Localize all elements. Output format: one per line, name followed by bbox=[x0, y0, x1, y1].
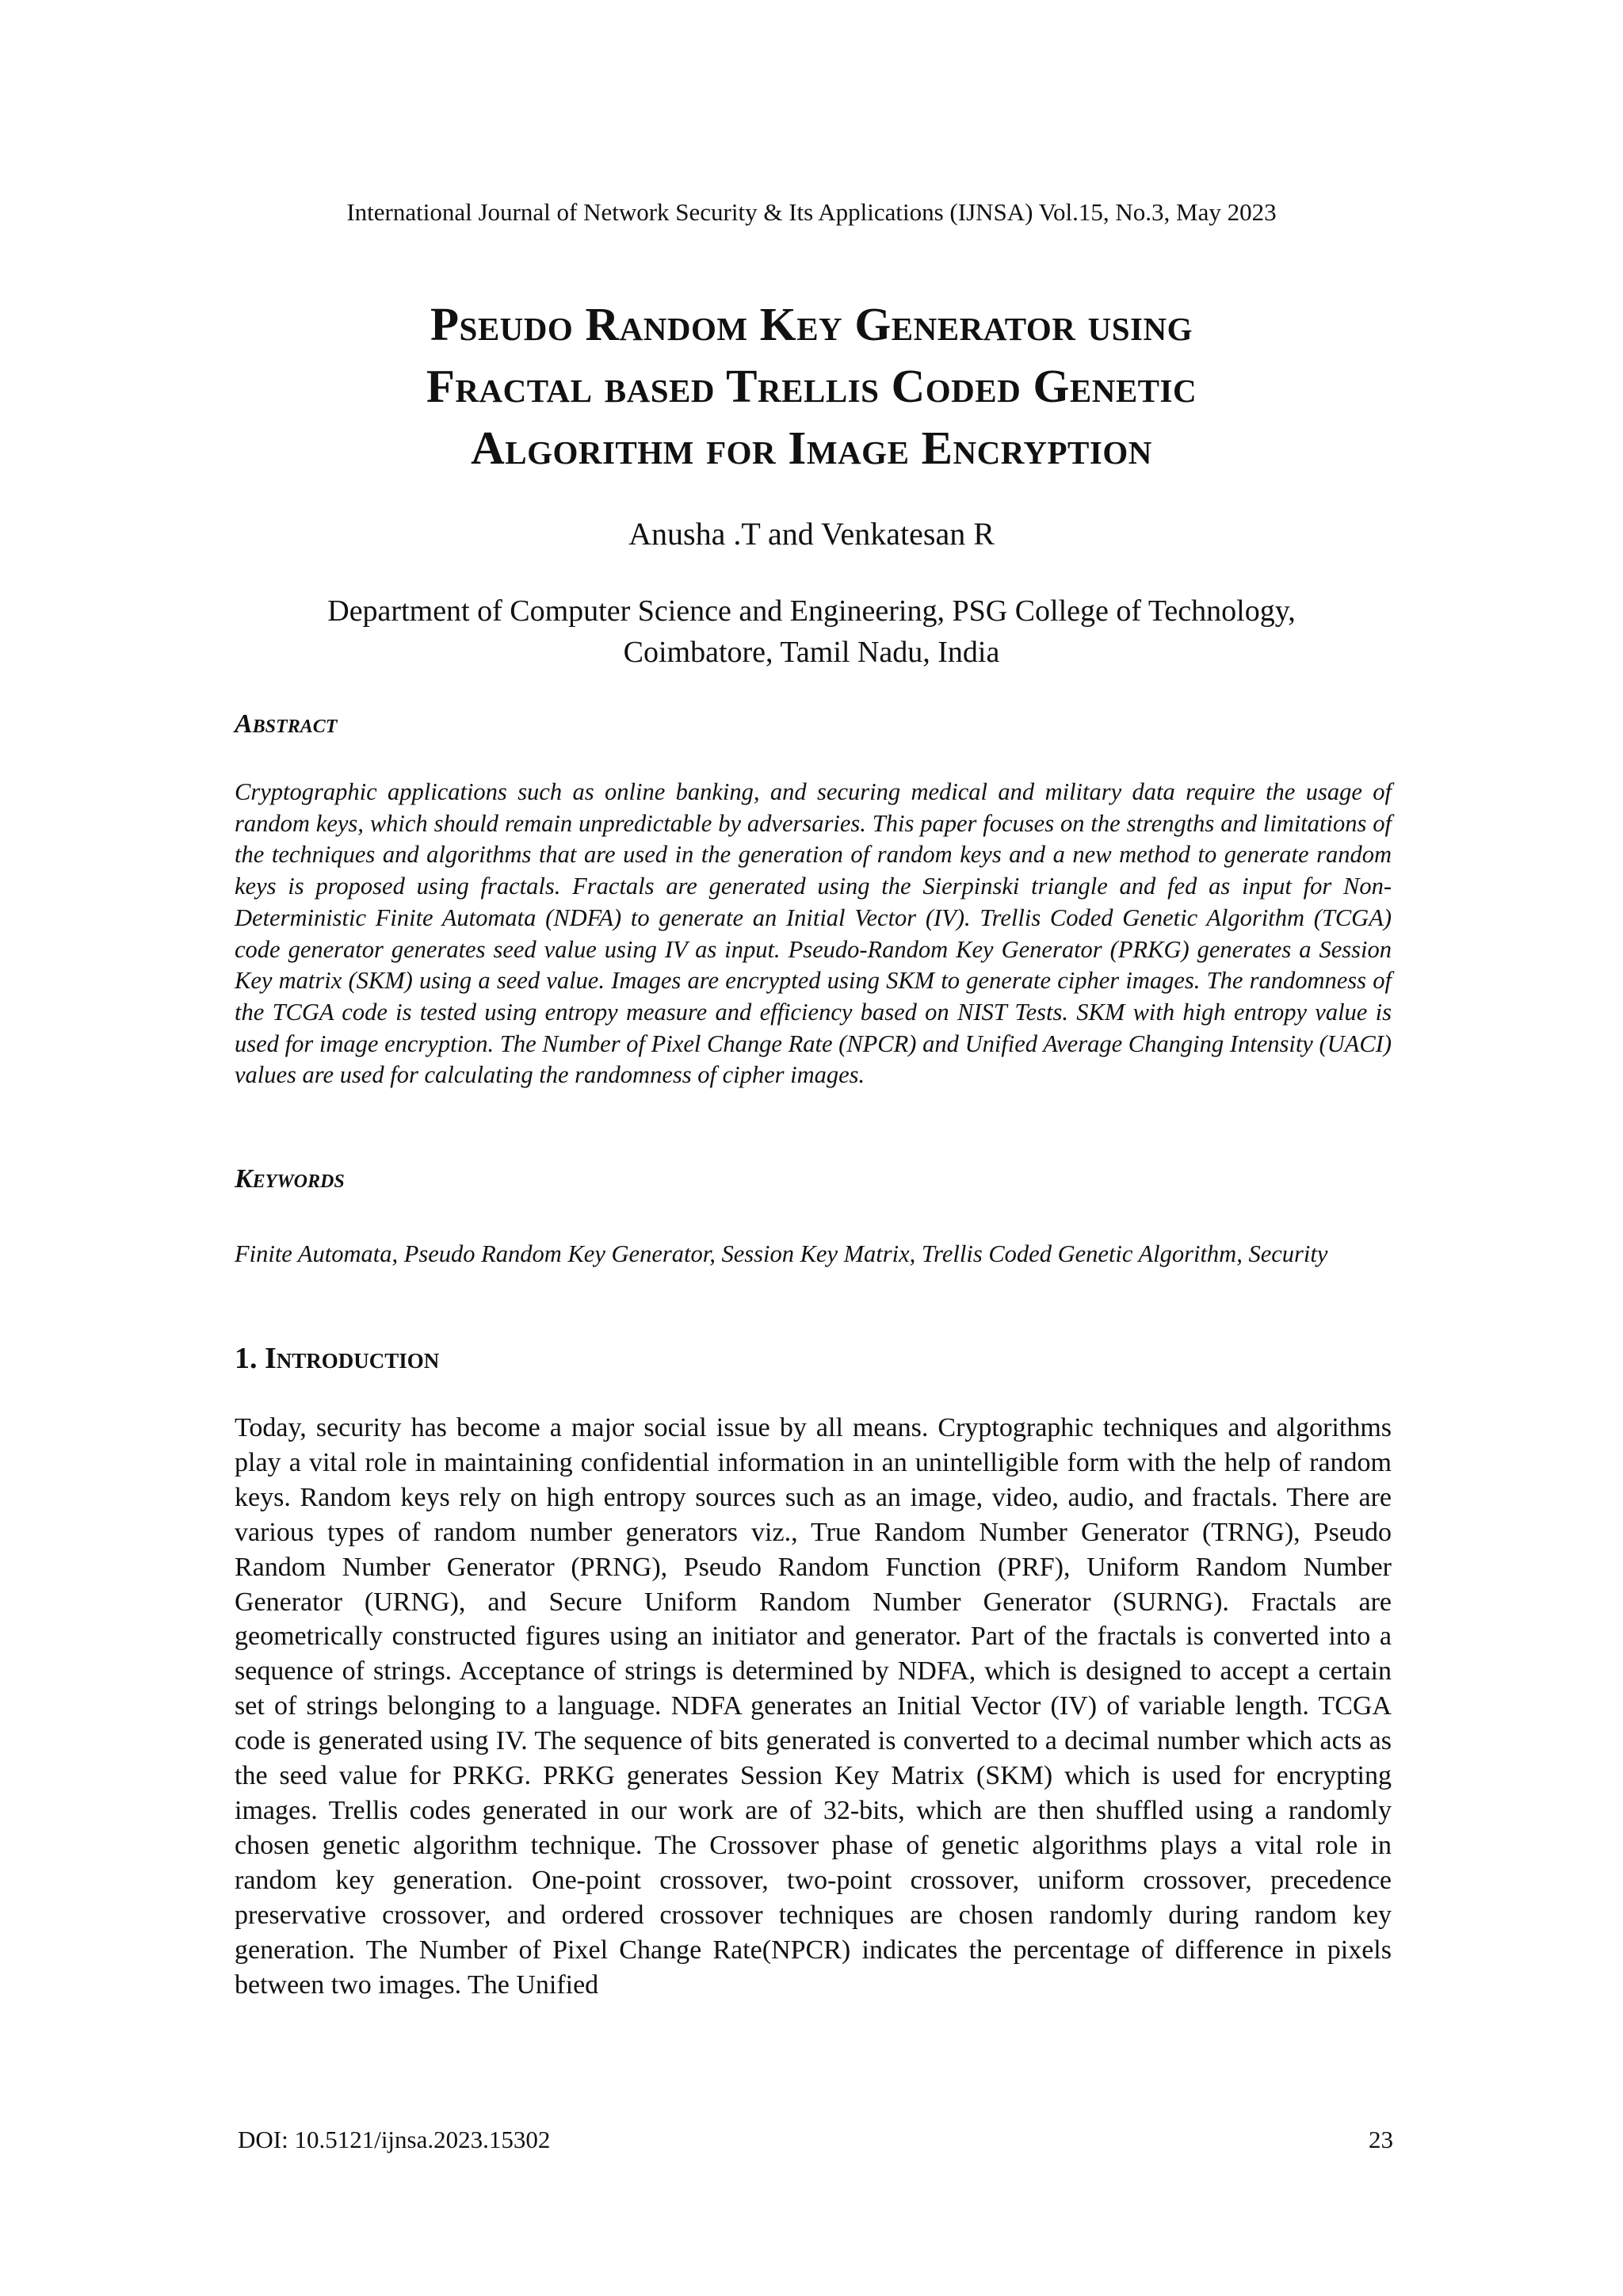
affiliation-line: Department of Computer Science and Engineering, PSG College of Technology, bbox=[327, 594, 1296, 628]
title-line: Algorithm for Image Encryption bbox=[471, 422, 1152, 474]
keywords-heading: Keywords bbox=[235, 1164, 345, 1194]
keywords-body: Finite Automata, Pseudo Random Key Generator, Session Key Matrix, Trellis Coded Genetic Algorithm, Security bbox=[235, 1240, 1328, 1267]
page-number: 23 bbox=[1369, 2126, 1393, 2153]
running-header: International Journal of Network Security & Its Applications (IJNSA) Vol.15, No.3, May 2023 bbox=[346, 198, 1277, 226]
introduction-heading: 1. Introduction bbox=[235, 1342, 440, 1375]
title-line: Pseudo Random Key Generator using bbox=[430, 298, 1193, 350]
footer-doi: DOI: 10.5121/ijnsa.2023.15302 bbox=[238, 2126, 551, 2153]
affiliation-line: Coimbatore, Tamil Nadu, India bbox=[623, 636, 1000, 669]
author-list: Anusha .T and Venkatesan R bbox=[628, 516, 995, 552]
abstract-body: Cryptographic applications such as online banking, and securing medical and military data require the usage of random keys, which should remain unpredictable by adversaries. This paper focuses on the strengths and limitations of the techniques and algorithms that are used in the generation of random keys and a new method to generate random keys is proposed using fractals. Fractals are generated using the Sierpinski triangle and fed as input for Non-Deterministic Finite Automata (NDFA) to generate an Initial Vector (IV). Trellis Coded Genetic Algorithm (TCGA) code generator generates seed value using IV as input. Pseudo-Random Key Generator (PRKG) generates a Session Key matrix (SKM) using a seed value. Images are encrypted using SKM to generate cipher images. The randomness of the TCGA code is tested using entropy measure and efficiency based on NIST Tests. SKM with high entropy value is used for image encryption. The Number of Pixel Change Rate (NPCR) and Unified Average Changing Intensity (UACI) values are used for calculating the randomness of cipher images. bbox=[235, 778, 1392, 1089]
paper-title bbox=[238, 293, 1385, 479]
title-line: Fractal based Trellis Coded Genetic bbox=[426, 360, 1197, 412]
abstract-heading: Abstract bbox=[235, 709, 338, 739]
introduction-body: Today, security has become a major social issue by all means. Cryptographic techniques and algorithms play a vital role in maintaining confidential information in an unintelligible form with the help of random keys. Random keys rely on high entropy sources such as an image, video, audio, and fractals. There are various types of random number generators viz., True Random Number Generator (TRNG), Pseudo Random Number Generator (PRNG), Pseudo Random Function (PRF), Uniform Random Number Generator (URNG), and Secure Uniform Random Number Generator (SURNG). Fractals are geometrically constructed figures using an initiator and generator. Part of the fractals is converted into a sequence of strings. Acceptance of strings is determined by NDFA, which is designed to accept a certain set of strings belonging to a language. NDFA generates an Initial Vector (IV) of variable length. TCGA code is generated using IV. The sequence of bits generated is converted to a decimal number which acts as the seed value for PRKG. PRKG generates Session Key Matrix (SKM) which is used for encrypting images. Trellis codes generated in our work are of 32-bits, which are then shuffled using a randomly chosen genetic algorithm technique. The Crossover phase of genetic algorithms plays a vital role in random key generation. One-point crossover, two-point crossover, uniform crossover, precedence preservative crossover, and ordered crossover techniques are chosen randomly during random key generation. The Number of Pixel Change Rate(NPCR) indicates the percentage of difference in pixels between two images. The Unified bbox=[235, 1413, 1392, 2000]
affiliation bbox=[238, 590, 1385, 673]
